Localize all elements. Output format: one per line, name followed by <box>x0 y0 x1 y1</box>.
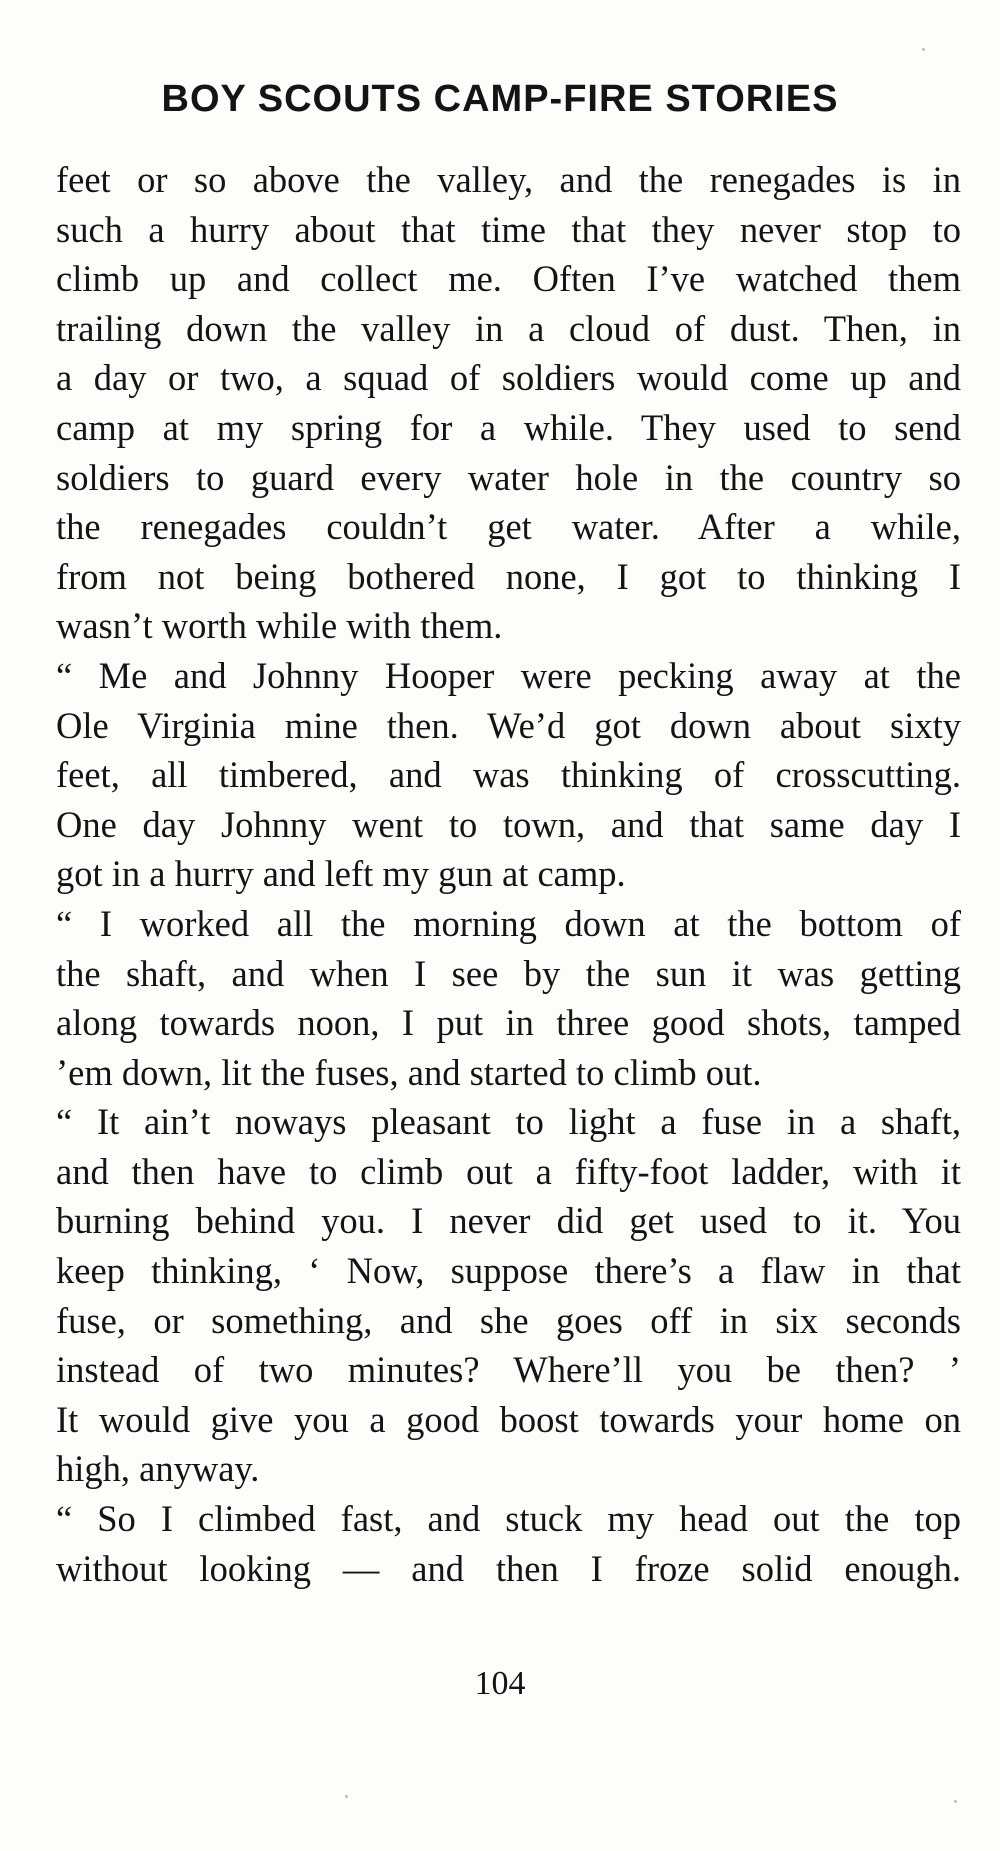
paper-speck <box>954 1800 957 1803</box>
text-line: soldiers to guard every water hole in the country so <box>56 456 961 498</box>
text-line: “ Me and Johnny Hooper were pecking away at the <box>56 654 961 696</box>
text-line: instead of two minutes? Where’ll you be then? ’ <box>56 1349 961 1391</box>
text-line: trailing down the valley in a cloud of dust. Then, in <box>56 307 961 349</box>
running-header: BOY SCOUTS CAMP-FIRE STORIES <box>161 78 839 120</box>
text-line: a day or two, a squad of soldiers would come up and <box>56 357 961 399</box>
text-line: feet, all timbered, and was thinking of crosscutting. <box>56 754 961 796</box>
text-line: “ So I climbed fast, and stuck my head out the top <box>56 1498 961 1540</box>
text-line: the renegades couldn’t get water. After a while, <box>56 506 961 548</box>
text-line: wasn’t worth while with them. <box>56 605 503 647</box>
text-line: burning behind you. I never did get used to it. You <box>56 1200 961 1242</box>
text-line: got in a hurry and left my gun at camp. <box>56 853 626 895</box>
text-line: the shaft, and when I see by the sun it was getting <box>56 952 961 994</box>
body-text <box>56 155 961 1593</box>
text-line: keep thinking, ‘ Now, suppose there’s a flaw in that <box>56 1250 961 1292</box>
text-line: such a hurry about that time that they never stop to <box>56 208 961 250</box>
text-line: camp at my spring for a while. They used to send <box>56 406 961 448</box>
text-line: “ I worked all the morning down at the bottom of <box>56 902 961 944</box>
text-line: feet or so above the valley, and the renegades is in <box>56 159 961 200</box>
text-line: ’em down, lit the fuses, and started to climb out. <box>56 1051 762 1093</box>
text-line: climb up and collect me. Often I’ve watched them <box>56 258 961 300</box>
text-line: Ole Virginia mine then. We’d got down about sixty <box>56 704 961 746</box>
text-line: “ It ain’t noways pleasant to light a fuse in a shaft, <box>56 1101 961 1143</box>
text-line: One day Johnny went to town, and that same day I <box>56 803 961 845</box>
paper-speck <box>922 48 925 51</box>
text-line: along towards noon, I put in three good shots, tamped <box>56 1002 961 1044</box>
text-line: without looking — and then I froze solid enough. <box>56 1547 961 1589</box>
text-line: and then have to climb out a fifty-foot ladder, with it <box>56 1150 961 1192</box>
text-line: high, anyway. <box>56 1448 260 1490</box>
text-line: It would give you a good boost towards your home on <box>56 1398 961 1440</box>
page-number: 104 <box>474 1665 526 1702</box>
text-line: from not being bothered none, I got to thinking I <box>56 555 961 597</box>
text-line: fuse, or something, and she goes off in six seconds <box>56 1299 961 1341</box>
paper-speck <box>345 1795 348 1798</box>
